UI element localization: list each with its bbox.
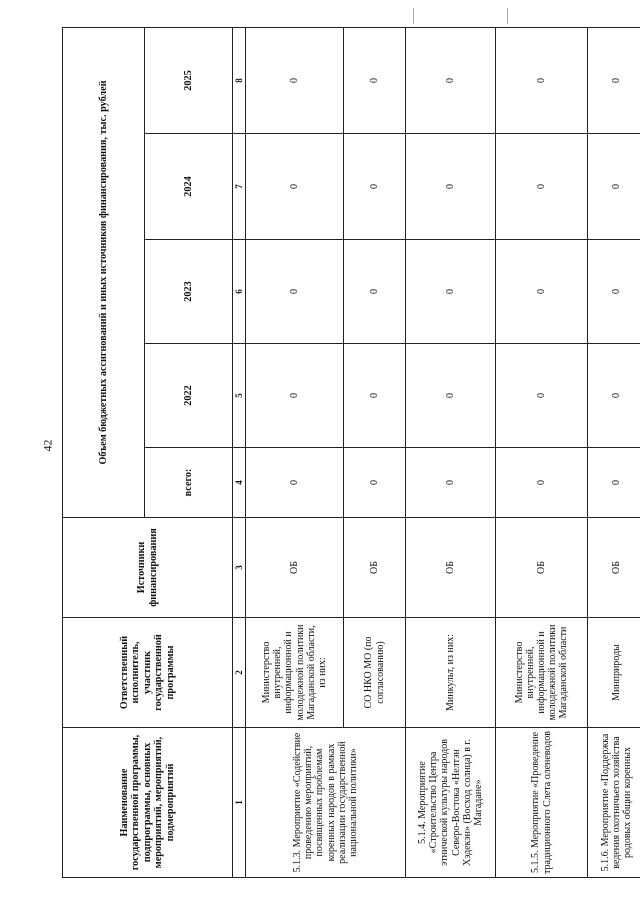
value-2022: 0 [588, 344, 640, 448]
value-total: 0 [406, 448, 496, 518]
column-number: 2 [233, 618, 246, 728]
header-source: Источники финансирования [63, 518, 233, 618]
scan-edge-line [413, 8, 414, 24]
executor: Министерство внутренней, информационной и молодежной политики Магаданской области, из них: [246, 618, 344, 728]
column-number: 5 [233, 344, 246, 448]
activity-name: 5.1.6. Мероприятие «Поддержка ведения охотничьего хозяйства родовых общин коренных [588, 728, 640, 878]
value-total: 0 [496, 448, 588, 518]
header-name: Наименование государственной программы, подпрограммы, основных мероприятий, мероприятий, подмероприятий [63, 728, 233, 878]
executor: Министерство внутренней, информационной и молодежной политики Магаданской области [496, 618, 588, 728]
table-row [588, 28, 640, 878]
funding-source: ОБ [246, 518, 344, 618]
header-year: 2023 [145, 240, 233, 344]
value-2022: 0 [496, 344, 588, 448]
column-number: 4 [233, 448, 246, 518]
value-2023: 0 [496, 240, 588, 344]
column-number: 6 [233, 240, 246, 344]
value-2022: 0 [344, 344, 406, 448]
value-2025: 0 [588, 28, 640, 134]
page-number: 42 [40, 439, 55, 452]
table-row [246, 28, 344, 878]
header-year: всего: [145, 448, 233, 518]
column-number: 8 [233, 28, 246, 134]
value-2022: 0 [246, 344, 344, 448]
value-2025: 0 [406, 28, 496, 134]
value-2024: 0 [406, 134, 496, 240]
scan-edge-line [507, 8, 508, 24]
value-total: 0 [344, 448, 406, 518]
header-executor: Ответственный исполнитель, участник государственной программы [63, 618, 233, 728]
activity-name: 5.1.3. Мероприятие «Содействие проведению мероприятий, посвященных проблемам коренных народов в рамках реализации государственной национальной политики» [246, 728, 406, 878]
table-row [496, 28, 588, 878]
value-2023: 0 [406, 240, 496, 344]
value-2023: 0 [344, 240, 406, 344]
budget-table [62, 27, 640, 878]
budget-table-rotated [62, 28, 634, 878]
activity-name: 5.1.4. Мероприятие «Строительство Центра этнической культуры народов Северо-Востока «Нелтэн Хэдекэн» (Восход солнца) в г. Магадане» [406, 728, 496, 878]
value-2023: 0 [588, 240, 640, 344]
funding-source: ОБ [344, 518, 406, 618]
header-funding: Объем бюджетных ассигнований и иных источников финансирования, тыс. рублей [63, 28, 145, 518]
header-year: 2025 [145, 28, 233, 134]
column-number: 3 [233, 518, 246, 618]
value-2023: 0 [246, 240, 344, 344]
executor: Минкульт, из них: [406, 618, 496, 728]
header-year: 2022 [145, 344, 233, 448]
value-2024: 0 [496, 134, 588, 240]
executor: СО НКО МО (по согласованию) [344, 618, 406, 728]
column-number: 1 [233, 728, 246, 878]
value-2024: 0 [344, 134, 406, 240]
table-row [406, 28, 496, 878]
value-2022: 0 [406, 344, 496, 448]
funding-source: ОБ [588, 518, 640, 618]
value-2025: 0 [496, 28, 588, 134]
funding-source: ОБ [496, 518, 588, 618]
funding-source: ОБ [406, 518, 496, 618]
value-2024: 0 [588, 134, 640, 240]
value-total: 0 [588, 448, 640, 518]
executor: Минприроды [588, 618, 640, 728]
activity-name: 5.1.5. Мероприятие «Проведение традиционного Слета оленеводов [496, 728, 588, 878]
header-year: 2024 [145, 134, 233, 240]
value-2025: 0 [344, 28, 406, 134]
value-total: 0 [246, 448, 344, 518]
column-number-row [233, 28, 246, 878]
value-2025: 0 [246, 28, 344, 134]
value-2024: 0 [246, 134, 344, 240]
column-number: 7 [233, 134, 246, 240]
